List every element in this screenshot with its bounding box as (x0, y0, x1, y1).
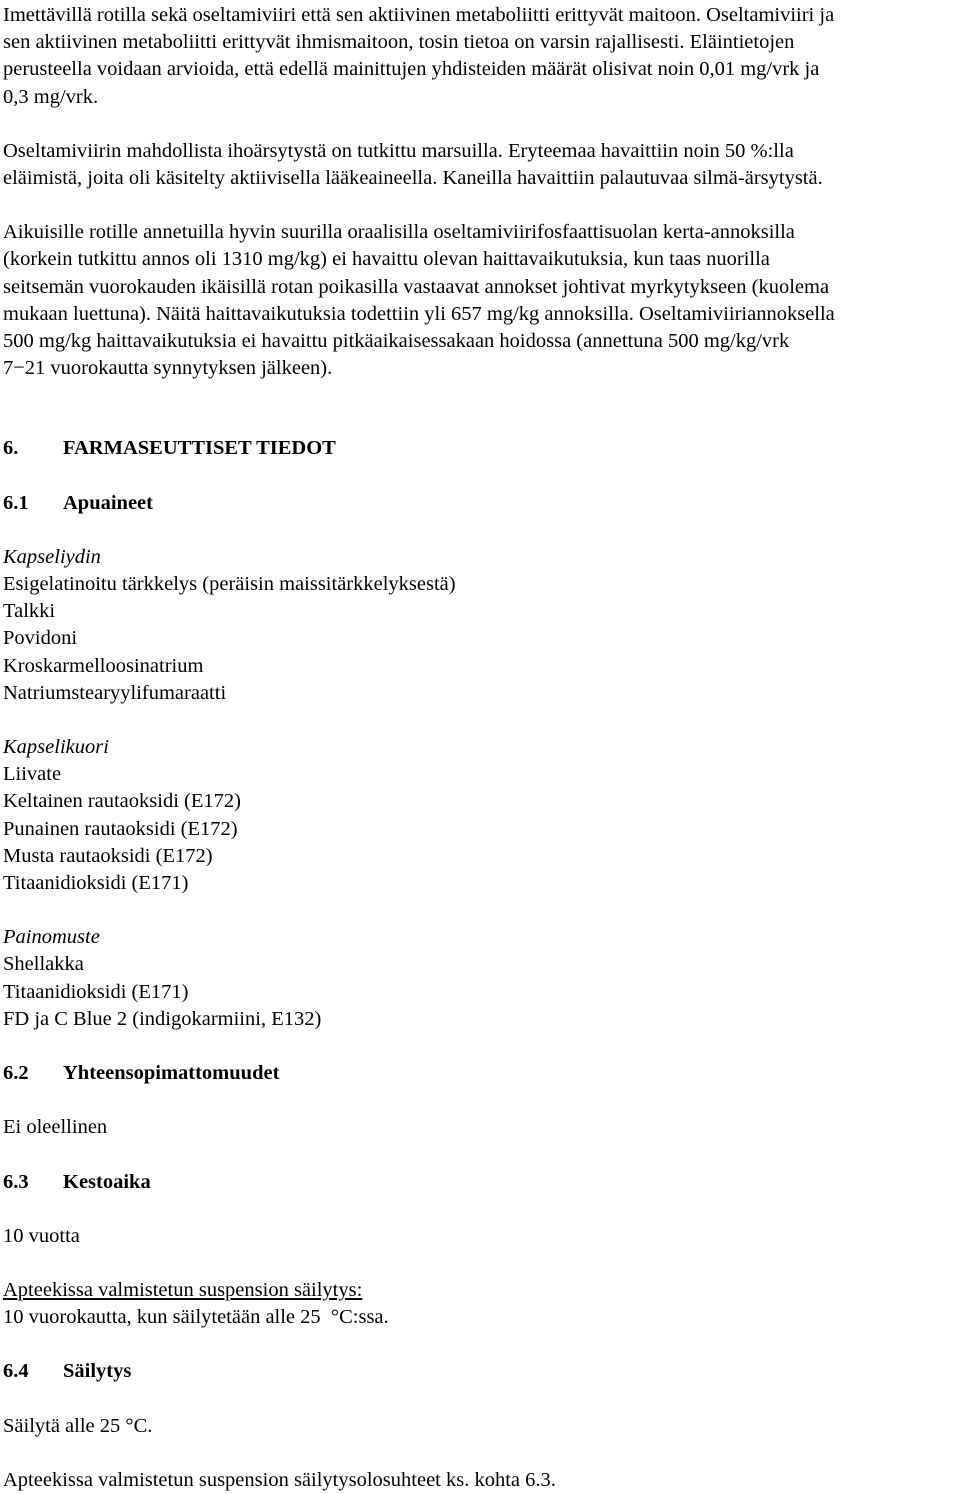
text-line: 7−21 vuorokautta synnytyksen jälkeen). (3, 357, 333, 380)
list-item: FD ja C Blue 2 (indigokarmiini, E132) (3, 1007, 322, 1030)
section-title: Kestoaika (63, 1170, 151, 1193)
text-line: Oseltamiviirin mahdollista ihoärsytystä on tutkittu marsuilla. Eryteemaa havaittiin noin 50 %:lla (3, 139, 794, 162)
list-item: Esigelatinoitu tärkkelys (peräisin maissitärkkelyksestä) (3, 573, 456, 596)
section-number: 6. (3, 437, 19, 460)
text-line: mukaan luettuna). Näitä haittavaikutuksia todettiin yli 657 mg/kg annoksilla. Oseltamiviiriannoksella (3, 302, 835, 325)
section-title: FARMASEUTTISET TIEDOT (63, 437, 336, 460)
list-item: Titaanidioksidi (E171) (3, 872, 189, 895)
group-heading: Kapseliydin (3, 545, 101, 568)
section-title: Apuaineet (63, 491, 153, 514)
section-6-1-heading (3, 490, 960, 517)
list-item: Shellakka (3, 953, 84, 976)
group-heading: Painomuste (3, 926, 100, 949)
list-item: Kroskarmelloosinatrium (3, 654, 204, 677)
paragraph-skin-irritation (3, 138, 960, 192)
list-item: Keltainen rautaoksidi (E172) (3, 790, 241, 813)
suspension-storage-text: 10 vuorokautta, kun säilytetään alle 25 °C:ssa. (3, 1306, 389, 1329)
text-line: seitsemän vuorokauden ikäisillä rotan poikasilla vastaavat annokset johtivat myrkytykseen (kuolema (3, 275, 830, 298)
group-heading: Kapselikuori (3, 736, 109, 759)
section-6-2-heading (3, 1060, 960, 1087)
section-number: 6.3 (3, 1170, 29, 1193)
excipient-group-capsule-core (3, 544, 960, 707)
section-6-heading (3, 435, 960, 462)
text-line: eläimistä, joita oli käsitelty aktiivisella lääkeaineella. Kaneilla havaittiin palautuvaa silmä-ärsytystä. (3, 167, 823, 190)
text-line: Imettävillä rotilla sekä oseltamiviiri että sen aktiivinen metaboliitti erittyvät maitoon. Oseltamiviiri ja (3, 4, 835, 26)
section-title: Yhteensopimattomuudet (63, 1062, 280, 1085)
list-item: Natriumstearyylifumaraatti (3, 681, 227, 704)
list-item: Musta rautaoksidi (E172) (3, 844, 213, 867)
text-line: 0,3 mg/vrk. (3, 85, 99, 108)
list-item: Povidoni (3, 627, 78, 650)
list-item: Punainen rautaoksidi (E172) (3, 817, 238, 840)
section-number: 6.4 (3, 1360, 29, 1383)
list-item: Titaanidioksidi (E171) (3, 980, 189, 1003)
section-6-3-heading (3, 1169, 960, 1196)
excipient-group-capsule-shell (3, 734, 960, 897)
text-line: perusteella voidaan arvioida, että edellä mainittujen yhdisteiden määrät olisivat noin 0,01 mg/vrk ja (3, 58, 820, 81)
section-6-2-text: Ei oleellinen (3, 1116, 108, 1139)
section-6-4-text-2: Apteekissa valmistetun suspension säilytysolosuhteet ks. kohta 6.3. (3, 1468, 556, 1491)
text-line: 500 mg/kg haittavaikutuksia ei havaittu pitkäaikaisessakaan hoidossa (annettuna 500 mg/kg/vrk (3, 330, 790, 353)
text-line: sen aktiivinen metaboliitti erittyvät ihmismaitoon, tosin tietoa on varsin rajallisesti. Eläintietojen (3, 31, 795, 54)
text-line: Aikuisille rotille annetuilla hyvin suurilla oraalisilla oseltamiviirifosfaattisuolan kerta-annoksilla (3, 221, 795, 244)
section-title: Säilytys (63, 1360, 132, 1383)
section-6-4-heading (3, 1358, 960, 1385)
section-6-3-text: 10 vuotta (3, 1224, 80, 1247)
section-number: 6.1 (3, 491, 29, 514)
section-6-4-text: Säilytä alle 25 °C. (3, 1414, 153, 1437)
paragraph-lactation (3, 0, 960, 111)
paragraph-rat-toxicity (3, 219, 960, 382)
suspension-storage-heading: Apteekissa valmistetun suspension säilytys: (3, 1278, 363, 1301)
section-number: 6.2 (3, 1062, 29, 1085)
list-item: Talkki (3, 600, 56, 623)
excipient-group-printing-ink (3, 924, 960, 1033)
suspension-storage-block (3, 1277, 960, 1331)
list-item: Liivate (3, 763, 62, 786)
text-line: (korkein tutkittu annos oli 1310 mg/kg) ei havaittu olevan haittavaikutuksia, kun taas nuorilla (3, 248, 770, 271)
